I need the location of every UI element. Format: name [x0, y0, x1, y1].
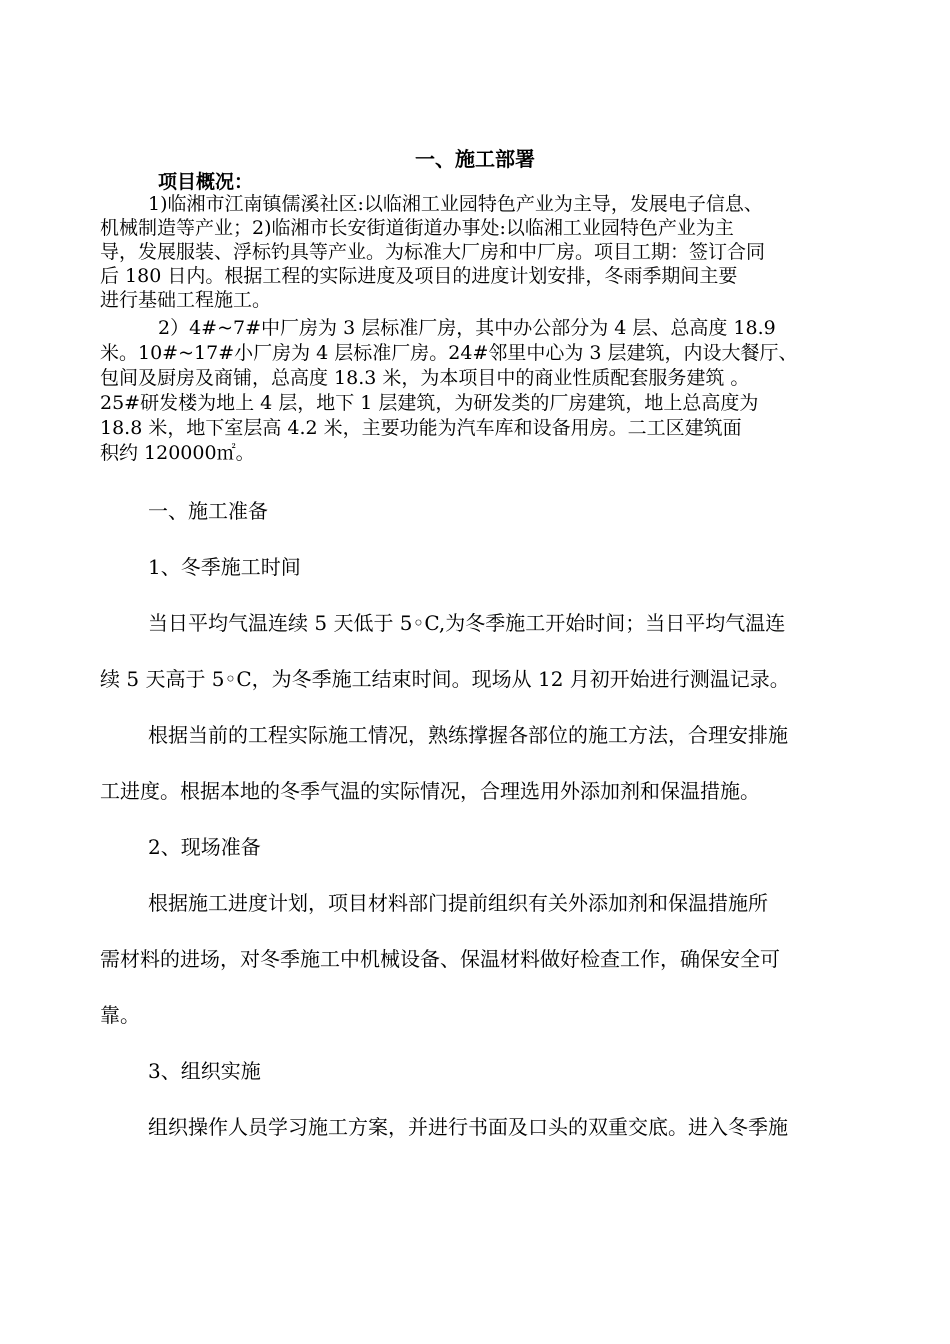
text-line: 导，发展服装、浮标钓具等产业。为标准大厂房和中厂房。项目工期：签订合同 — [100, 241, 766, 263]
text-line: 当日平均气温连续 5 天低于 5◦C,为冬季施工开始时间；当日平均气温连 — [148, 611, 786, 635]
text-line: 组织操作人员学习施工方案，并进行书面及口头的双重交底。进入冬季施 — [148, 1115, 788, 1139]
overview-heading: 项目概况： — [158, 171, 254, 193]
text-line: 续 5 天高于 5◦C，为冬季施工结束时间。现场从 12 月初开始进行测温记录。 — [100, 667, 790, 691]
text-line: 2）4#~7#中厂房为 3 层标准厂房，其中办公部分为 4 层、总高度 18.9 — [158, 317, 776, 339]
page-title: 一、施工部署 — [415, 147, 535, 171]
text-line: 靠。 — [100, 1003, 140, 1027]
text-line: 包间及厨房及商铺，总高度 18.3 米，为本项目中的商业性质配套服务建筑 。 — [100, 367, 750, 389]
text-line: 需材料的进场，对冬季施工中机械设备、保温材料做好检查工作，确保安全可 — [100, 947, 780, 971]
subsection-heading-site-prep: 2、现场准备 — [148, 835, 261, 859]
text-line: 根据当前的工程实际施工情况，熟练撑握各部位的施工方法，合理安排施 — [148, 723, 788, 747]
subsection-heading-winter-time: 1、冬季施工时间 — [148, 555, 301, 579]
text-line: 进行基础工程施工。 — [100, 289, 272, 311]
text-line: 根据施工进度计划，项目材料部门提前组织有关外添加剂和保温措施所 — [148, 891, 768, 915]
text-line: 积约 120000㎡。 — [100, 442, 255, 464]
text-line: 机械制造等产业；2)临湘市长安街道街道办事处:以临湘工业园特色产业为主 — [100, 217, 734, 239]
text-line: 18.8 米，地下室层高 4.2 米，主要功能为汽车库和设备用房。二工区建筑面 — [100, 417, 742, 439]
text-line: 米。10#~17#小厂房为 4 层标准厂房。24#邻里中心为 3 层建筑，内设大餐厅、 — [100, 342, 798, 364]
text-line: 1)临湘市江南镇儒溪社区:以临湘工业园特色产业为主导，发展电子信息、 — [148, 193, 763, 215]
text-line: 后 180 日内。根据工程的实际进度及项目的进度计划安排，冬雨季期间主要 — [100, 265, 738, 287]
text-line: 25#研发楼为地上 4 层，地下 1 层建筑，为研发类的厂房建筑，地上总高度为 — [100, 392, 759, 414]
text-line: 工进度。根据本地的冬季气温的实际情况，合理选用外添加剂和保温措施。 — [100, 779, 760, 803]
subsection-heading-implementation: 3、组织实施 — [148, 1059, 261, 1083]
section-heading-preparation: 一、施工准备 — [148, 499, 268, 523]
